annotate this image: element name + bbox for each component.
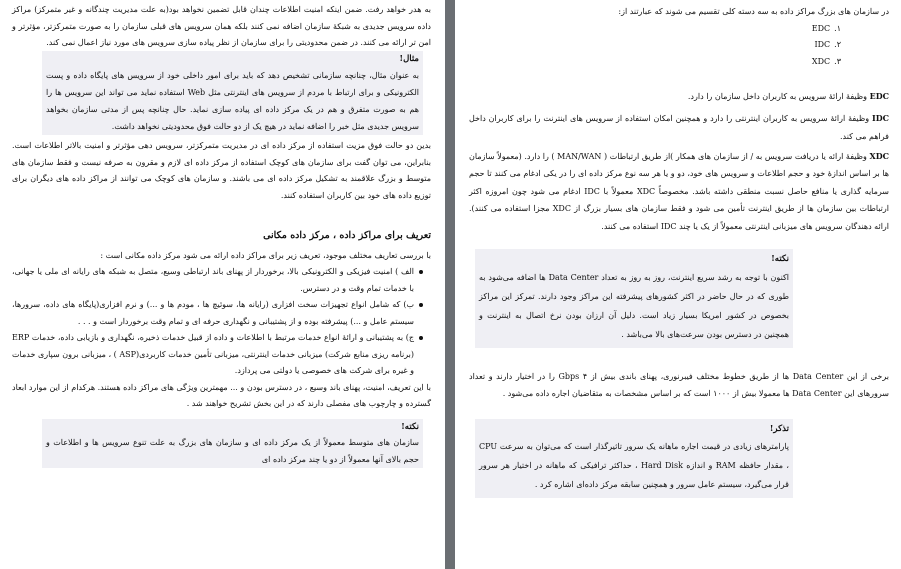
note-box — [475, 249, 793, 348]
item-number: ۱. — [834, 23, 841, 33]
page-right — [455, 0, 901, 569]
bullet-text: ب) که شامل انواع تجهیزات سخت افزاری (رایانه ها، سوئیچ ها ، مودم ها و ...) و نرم افزاری(پایگاه های داده، سرورها، سیستم عامل و ...) پیشرفته بوده و از پشتیبانی و نگهداری حرفه ای و تمام وقت برخوردار است و . . . — [12, 300, 414, 326]
idc-paragraph — [469, 109, 889, 146]
list-item — [469, 21, 841, 38]
list-item — [12, 297, 423, 330]
item-number: ۲. — [834, 40, 841, 49]
types-intro: در سازمان های بزرگ مراکز داده به سه دسته کلی تقسیم می شوند که عبارتند از: — [618, 7, 889, 16]
bullet-icon — [419, 336, 423, 340]
xdc-text: وظیفهٔ ارائه یا دریافت سرویس به / از سازمان های همکار )از طریق ارتباطات ( MAN/WAN ) را دارد. (معمولاً سازمان ها بر اساس اندازهٔ خود و حجم اطلاعات و سرویس های خود، دو و یا هر سه نوع مرکز داده ای را در یکی ادغام می کنند تا حجم سرمایه گذاری یا منافع حاصل نسبت منطقی داشته باشد. مخصوصاً XDC معمولاً با IDC ادغام می شود چون امروزه اکثر ارتباطات بین سازمان ها از طریق اینترنت تأمین می شود و فقط سازمان های بسیار بزرگ از XDC مجزا استفاده می کنند). ارائه دهندگان سرویس های میزبانی اینترنتی معمولاً از یک یا چند IDC استفاده می کنند. — [469, 151, 890, 231]
idc-text: وظیفهٔ ارائهٔ سرویس به کاربران اینترنتی را دارد و همچنین امکان استفاده از سرویس های اینترنت را برای کاربران داخل فراهم می کند. — [469, 113, 889, 141]
item-number: ۳. — [834, 56, 841, 66]
example-box — [42, 51, 423, 136]
reminder-box — [475, 419, 793, 499]
top-paragraph: به هدر خواهد رفت. ضمن اینکه امنیت اطلاعات چندان قابل تضمین نخواهد بود(به علت مدیریت چندگانه و غیر متمرکز) مراکز داده سرویس جدیدی به شبکهٔ سازمان اضافه نمی کنند بلکه همان سرویس های قبلی سازمان را به صورت متمرکزتر، مؤثرتر و امن تر ارائه می کنند. در ضمن محدودیتی را برای سازمان از نظر پیاده سازی سرویس های مورد نیاز اعمال نمی کند. — [12, 5, 431, 47]
list-item — [469, 54, 841, 71]
data-center-paragraph: برخی از این Data Center ها از طریق خطوط مختلف فیبرنوری، پهنای باندی بیش از ۴ Gbps را در اختیار دارند و تعداد سرورهای این Data Center ها معمولا بیش از ۱۰۰۰ است که بر اساس مشخصات به متقاضیان اجاره داده می‌شود . — [469, 371, 889, 398]
bullet-text: الف ) امنیت فیزیکی و الکترونیکی بالا، برخوردار از پهنای باند ارتباطی وسیع، متصل به شبکه های رایانه ای ملی یا جهانی، با خدمات تمام وقت و در دسترس. — [12, 267, 414, 293]
page-left — [0, 0, 445, 569]
section-title: تعریف برای مراکز داده ، مرکز داده مکانی — [263, 230, 431, 241]
reminder-text: پارامترهای زیادی در قیمت اجاره ماهانه یک سرور تاثیرگذار است که می‌توان به سرعت CPU ، مقدار حافظه RAM و اندازه Hard Disk ، حداکثر ترافیکی که ماهانه در اختیار هر سرور قرار می‌گیرد، سیستم عامل سرور و همچنین سابقه مرکز داده‌ای اشاره کرد . — [479, 442, 789, 489]
section-intro: با بررسی تعاریف مختلف موجود، تعریف زیر برای مراکز داده ارائه می شود مرکز داده مکانی است : — [100, 250, 431, 260]
xdc-paragraph — [469, 148, 889, 236]
note-box — [42, 419, 423, 469]
note-text: سازمان های متوسط معمولاً از یک مرکز داده ای و سازمان های بزرگ به علت تنوع سرویس ها و اطلاعات و حجم بالای آنها معمولاً از دو یا چند مرکز داده ای — [46, 438, 419, 464]
bullet-icon — [419, 303, 423, 307]
idc-term: IDC — [871, 112, 889, 123]
edc-paragraph — [469, 88, 889, 106]
edc-term: EDC — [869, 91, 889, 101]
after-example-paragraph: بدین دو حالت فوق مزیت استفاده از مرکز داده ای در مدیریت متمرکزتر، سرویس دهی مؤثرتر و امنیت بالاتر اطلاعات است. بنابراین، می توان گفت برای سازمان های کوچک استفاده از مرکز داده ای لازم و مقرون به صرفه نیست و فقط سازمان های متوسط و بزرگ علاقمند به تشکیل مرکز داده ای می باشند. و سازمان های کوچک می توانند از مراکز داده های دیگران برای توزیع داده های خود بین کاربران استفاده کنند. — [12, 141, 431, 200]
item-label: XDC — [811, 56, 831, 66]
list-item — [12, 264, 423, 297]
item-label: IDC — [814, 40, 831, 49]
types-list — [469, 21, 841, 71]
example-title: مثال! — [399, 53, 419, 64]
note-title: نکته! — [771, 254, 789, 264]
example-text: به عنوان مثال، چنانچه سازمانی تشخیص دهد که باید برای امور داخلی خود از سرویس های پایگاه داده و پست الکترونیکی و برای ارتباط با مردم از سرویس های اینترنتی مثل Web استفاده نماید می تواند این سرویس ها را هم به صورت متفرق و هم در یک مرکز داده ای پیاده سازی نماید. حال چنانچه پس از مدتی سازمان بخواهد سرویس جدیدی مثل خبر را اضافه نماید در هیچ یک از دو حالت فوق محدودیتی نخواهد داشت. — [46, 71, 419, 131]
list-item — [12, 330, 423, 380]
item-label: EDC — [811, 23, 831, 33]
note-text: اکنون با توجه به رشد سریع اینترنت، روز به روز به تعداد Data Center ها اضافه می‌شود به طوری که در حال حاضر در اکثر کشورهای پیشرفته این مراکز وجود دارند. تمرکز این مراکز بخصوص در کشور امریکا بسیار زیاد است. دلیل آن ارزان بودن نرخ اتصال به اینترنت و همچنین در دسترس بودن سرعت‌های بالا می‌باشد . — [479, 272, 790, 339]
xdc-term: XDC — [869, 150, 889, 161]
edc-text: وظیفهٔ ارائهٔ سرویس به کاربران داخل سازمان را دارد. — [687, 92, 870, 101]
list-item — [469, 37, 841, 54]
bullet-text: ج) به پشتیبانی و ارائهٔ انواع خدمات مرتبط با اطلاعات و داده از قبیل خدمات ذخیره، نگهداری و بازیابی داده، خدمات ERP (برنامه ریزی منابع شرکت) میزبانی خدمات اینترنتی، میزبانی تأمین خدمات کاربردی(ASP ) ، میزبانی برون سپاری خدمات و غیره برای شرکت های خصوصی یا دولتی می پردازد. — [12, 333, 414, 375]
reminder-title: تذکر! — [769, 423, 789, 434]
note-title: نکته! — [401, 421, 419, 432]
closing-paragraph: با این تعریف، امنیت، پهنای باند وسیع ، در دسترس بودن و ... مهمترین ویژگی های مراکز داده هستند. هرکدام از این موارد ابعاد گسترده و چارچوب های مفصلی دارند که در این بخش تشریح خواهند شد . — [12, 382, 431, 408]
bullet-icon — [419, 270, 423, 274]
